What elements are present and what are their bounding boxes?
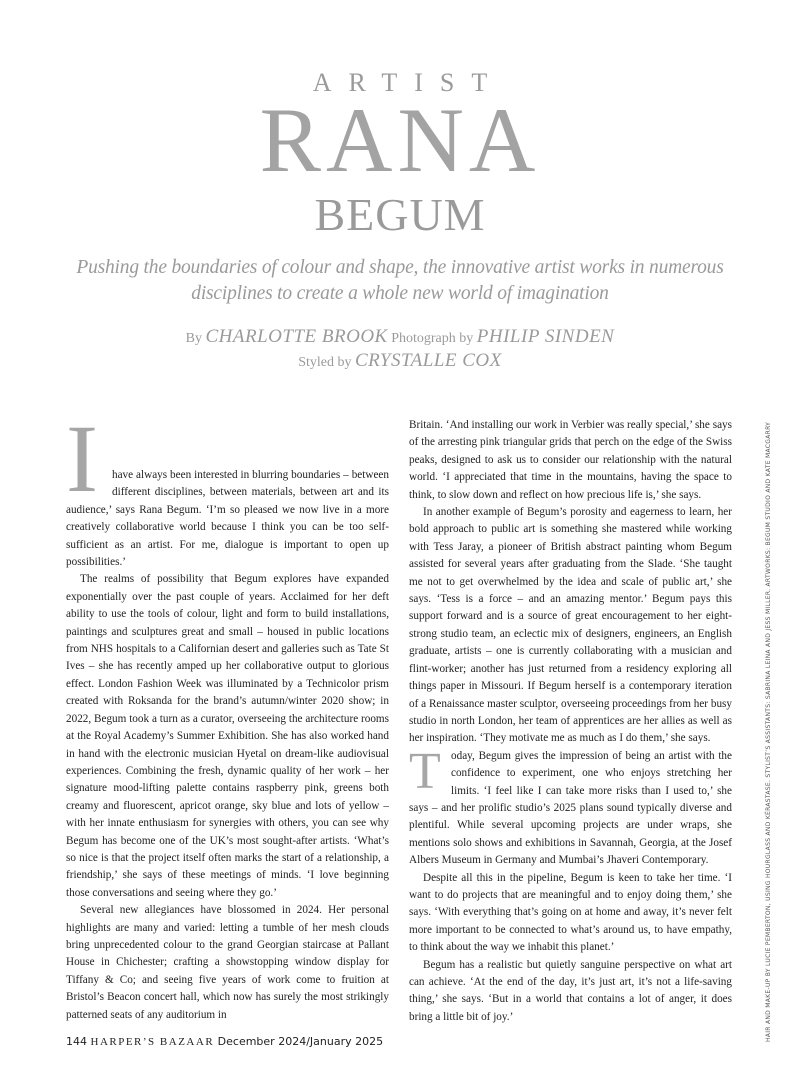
- article-paragraph: Today, Begum gives the impression of being an artist with the confidence to experiment, one who enjoys stretching her limits. ‘I feel like I can take more risks than I used to,’ she says – and her prolific studio’s 2025 plans sound typically diverse and plentiful. While several upcoming projects are under wraps, she mentions solo shows and exhibitions in Savannah, Georgia, at the Josef Albers Museum in Germany and Mumbai’s Jhaveri Contemporary.: [409, 742, 732, 867]
- credits-text: HAIR AND MAKE-UP BY LUCIE PEMBERTON, USING HOURGLASS AND KÉRASTASE. STYLIST’S ASSISTANTS: SABRINA LEINA AND JESS MILLER. ARTWORKS: BEGUM STUDIO AND KATE MACGARRY: [765, 421, 772, 1042]
- photographer-name: PHILIP SINDEN: [476, 326, 615, 347]
- drop-cap: I: [66, 405, 98, 512]
- issue-date: December 2024/January 2025: [217, 1035, 384, 1048]
- headline-first-name: RANA: [259, 89, 541, 191]
- stylist-name: CRYSTALLE COX: [355, 350, 502, 371]
- article-column-left: [66, 405, 389, 1024]
- writer-name: CHARLOTTE BROOK: [205, 326, 388, 347]
- standfirst: Pushing the boundaries of colour and shape, the innovative artist works in numerous disciplines to create a whole new world of imagination: [76, 257, 724, 304]
- byline-line-2: [0, 350, 800, 374]
- article-paragraph: Despite all this in the pipeline, Begum is keen to take her time. ‘I want to do projects that are meaningful and to enjoy doing them,’ she says. ‘With everything that’s going on at home and away, it’s never felt more important to be connected to what’s around us, to have empathy, to think about the way we inhabit this planet.’: [409, 871, 732, 954]
- drop-cap: T: [409, 742, 441, 800]
- byline-line-1: [0, 326, 800, 350]
- byline: [0, 326, 800, 374]
- article-paragraph: have always been interested in blurring boundaries – between different disciplines, between materials, between art and its audience,’ says Rana Begum. ‘I’m so pleased we now live in a more creatively collaborative world because I think you can be too self-sufficient as an artist. For me, dialogue is important to open up possibilities.’: [66, 469, 389, 569]
- page-number: 144: [66, 1035, 87, 1048]
- article-paragraph: Several new allegiances have blossomed in 2024. Her personal highlights are many and varied: letting a tumble of her mesh clouds bring unprecedented colour to the grand Georgian staircase at Pallant House in Chichester; crafting a showstopping window display for Tiffany & Co; and seeing five years of work come to fruition at Bristol’s Beacon concert hall, which now has surely the most strikingly patterned seats of any auditorium in: [66, 904, 389, 1021]
- section-kicker: ARTIST: [312, 68, 505, 97]
- article-paragraph: Begum has a realistic but quietly sanguine perspective on what art can achieve. ‘At the end of the day, it’s just art, it’s not a life-saving thing,’ she says. ‘But in a world that contains a lot of anger, it does bring a little bit of joy.’: [409, 958, 732, 1023]
- by-label: By: [185, 331, 202, 346]
- article-paragraph: The realms of possibility that Begum explores have expanded exponentially over the past couple of years. Acclaimed for her deft ability to use the tools of colour, light and form to build installations, paintings and sculptures great and small – housed in public locations from NHS hospitals to a Californian desert and galleries such as Tate St Ives – she has recently amped up her collaborative output to glorious effect. London Fashion Week was illuminated by a Technicolor prism created with Roksanda for the brand’s autumn/winter 2020 show; in 2022, Begum took a turn as a curator, overseeing the architecture rooms at the Royal Academy’s Summer Exhibition. She has also worked hand in hand with the electronic musician Hyetal on dream-like audiovisual experiences. Combining the fresh, dynamic quality of her work – her signature mood-lifting palette contains raspberry pink, greens both creamy and fluorescent, apricot orange, sky blue and lots of yellow – with her innate enthusiasm for synergies with others, you can see why Begum has become one of the UK’s most sought-after artists. ‘What’s so nice is that the project itself often marks the start of a relationship, a friendship,’ she says of these meetings of minds. ‘I love beginning those conversations and seeing where they go.’: [66, 573, 389, 899]
- article-column-right: [409, 417, 732, 1026]
- article-paragraph: Britain. ‘And installing our work in Verbier was really special,’ she says of the arresting pink triangular grids that perch on the edge of the Swiss peaks, designed to ask us to consider our relationship with the natural world. ‘I appreciated that time in the mountains, having the space to think, to slow down and reflect on how precious life is,’ she says.: [409, 419, 732, 501]
- page-footer: [66, 1035, 383, 1048]
- magazine-title: HARPER’S BAZAAR: [90, 1036, 215, 1048]
- photo-label: Photograph by: [391, 331, 474, 346]
- headline-last-name: BEGUM: [314, 189, 486, 240]
- styled-label: Styled by: [298, 355, 352, 370]
- vertical-credits: [765, 421, 777, 1042]
- article-paragraph: In another example of Begum’s porosity and eagerness to learn, her bold approach to public art is something she mastered while working with Tess Jaray, a pioneer of British abstract painting whom Begum assisted for several years after graduating from the Slade. ‘She taught me not to get overwhelmed by the idea and scale of public art,’ she says. ‘Tess is a force – and an amazing mentor.’ Begum pays this support forward and is a source of great encouragement to her eight-strong studio team, an eclectic mix of designers, engineers, an English graduate, artists – one is currently collaborating with a musician and flint-worker; another has just returned from a residency exploring all things paper in Missouri. If Begum herself is a contemporary iteration of a Renaissance master sculptor, overseeing proceedings from her busy studio in north London, her team of apprentices are her allies as well as her inspiration. ‘They motivate me as much as I do them,’ she says.: [409, 506, 732, 745]
